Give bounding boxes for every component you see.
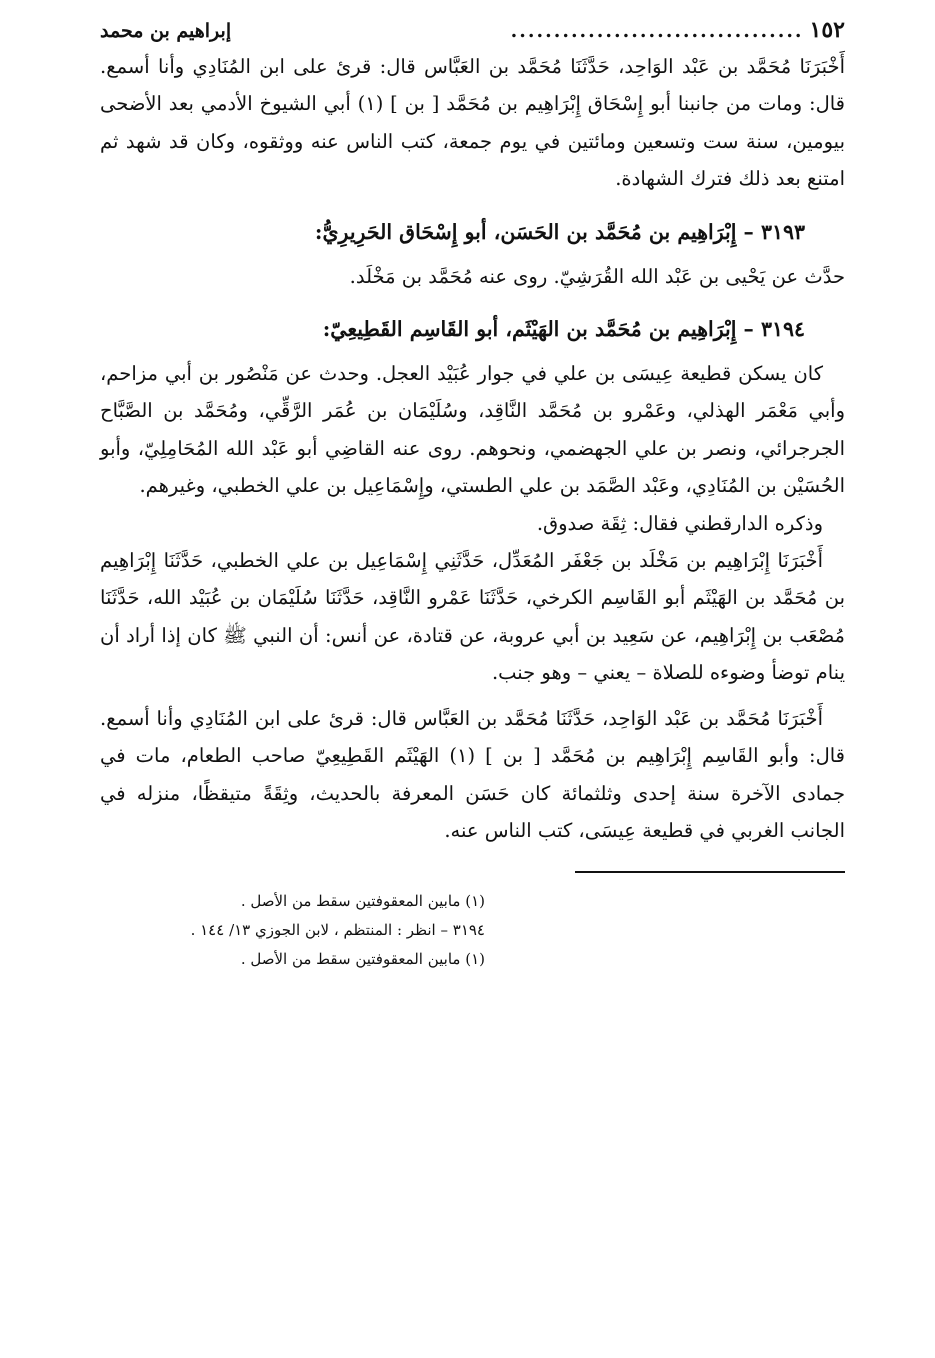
- page-number: ١٥٢: [809, 17, 845, 43]
- footnotes-list: [100, 887, 845, 974]
- footnote-item: (١) مابين المعقوفتين سقط من الأصل .: [240, 950, 485, 969]
- entry-heading-3194: ٣١٩٤ – إِبْرَاهِيم بن مُحَمَّد بن الهَيْثَم، أبو القَاسِم القَطِيعِيّ:: [322, 317, 805, 342]
- footnote-divider: [575, 871, 845, 873]
- paragraph-entry-3194-bio: كان يسكن قطيعة عِيسَى بن علي في جوار عُبَيْد العجل. وحدث عن مَنْصُور بن أبي مزاحم، وأبي مَعْمَر الهذلي، وعَمْرو بن مُحَمَّد النَّاقِد، وسُلَيْمَان بن عُمَر الرَّقِّي، ومُحَمَّد بن الصَّبَّاح الجرجرائي، ونصر بن علي الجهضمي، ونحوهم. روى عنه القاضِي أبو عَبْد الله المُحَامِلِيّ، وأبو الحُسَيْن بن المُنَادِي، وعَبْد الصَّمَد بن علي الطستي، وإِسْمَاعِيل بن علي الخطبي، وغيرهم.: [100, 362, 845, 498]
- paragraph-death-narration: أَخْبَرَنَا مُحَمَّد بن عَبْد الوَاحِد، حَدَّثَنَا مُحَمَّد بن العَبَّاس قال: قرئ على ابن المُنَادِي وأنا أسمع. قال: وأبو القَاسِم إِبْرَاهِيم بن مُحَمَّد [ بن ] (١) الهَيْثَم القَطِيعِيّ صاحب الطعام، مات في جمادى الآخرة سنة إحدى وثلثمائة كان حَسَن المعرفة بالحديث، وثِقَةً متيقظًا، منزله في الجانب الغربي في قطيعة عِيسَى، كتب الناس عنه.: [100, 706, 845, 842]
- paragraph-hadith-narration: أَخْبَرَنَا إِبْرَاهِيم بن مَخْلَد بن جَعْفَر المُعَدِّل، حَدَّثَنِي إِسْمَاعِيل بن علي الخطبي، حَدَّثَنَا إِبْرَاهِيم بن مُحَمَّد بن الهَيْثَم أبو القَاسِم الكرخي، حَدَّثَنَا عَمْرو النَّاقِد، حَدَّثَنَا سُلَيْمَان بن عُبَيْد الله، حَدَّثَنَا مُصْعَب بن إِبْرَاهِيم، عن سَعِيد بن أبي عروبة، عن قتادة، عن أنس: أن النبي ﷺ كان إذا أراد أن ينام توضأ وضوءه للصلاة – يعني – وهو جنب.: [100, 549, 845, 685]
- running-header: [100, 12, 845, 48]
- dot-leader: ..................................: [510, 20, 804, 42]
- entry-heading-3193: ٣١٩٣ – إِبْرَاهِيم بن مُحَمَّد بن الحَسَن، أبو إِسْحَاق الحَرِيرِيُّ:: [314, 219, 805, 244]
- footnote-item: ٣١٩٤ – انظر : المنتظم ، لابن الجوزي ١٣/ ١٤٤ .: [190, 921, 485, 940]
- book-page: [100, 12, 845, 974]
- paragraph-entry-3193: حدَّث عن يَحْيى بن عَبْد الله القُرَشِيّ. روى عنه مُحَمَّد بن مَخْلَد.: [349, 264, 845, 288]
- paragraph-narration: أَخْبَرَنَا مُحَمَّد بن عَبْد الوَاحِد، حَدَّثَنَا مُحَمَّد بن العَبَّاس قال: قرئ على ابن المُنَادِي وأنا أسمع. قال: ومات من جانبنا أبو إِسْحَاق إِبْرَاهِيم بن مُحَمَّد [ بن ] (١) أبي الشيوخ الأدمي بعد الأضحى بيومين، سنة ست وتسعين ومائتين في يوم جمعة، كتب الناس عنه ووثقوه، وكان قد شهد ثم امتنع بعد ذلك فترك الشهادة.: [100, 55, 845, 191]
- running-title: إبراهيم بن محمد: [100, 20, 232, 42]
- footnote-item: (١) مابين المعقوفتين سقط من الأصل .: [240, 892, 485, 911]
- paragraph-daraqutni-note: وذكره الدارقطني فقال: ثِقَة صدوق.: [536, 511, 823, 535]
